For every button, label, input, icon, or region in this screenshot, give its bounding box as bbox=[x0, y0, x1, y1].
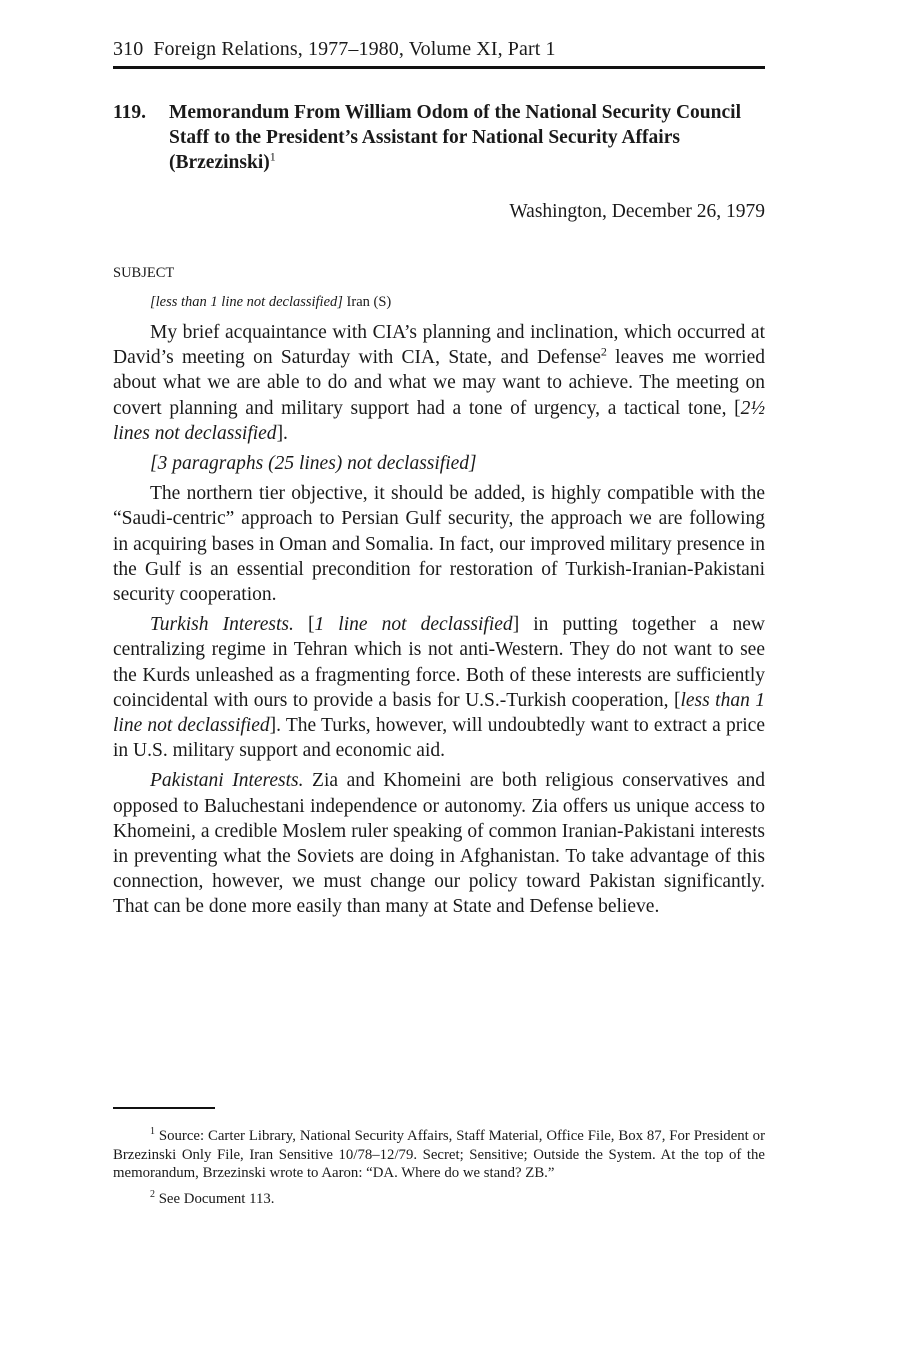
footnote-rule bbox=[113, 1107, 215, 1109]
dateline: Washington, December 26, 1979 bbox=[509, 201, 765, 222]
section-heading-turkish: Turkish Interests. bbox=[150, 614, 294, 636]
subject-label: SUBJECT bbox=[113, 265, 175, 281]
paragraph-4-text-b: ] in putting together a new centralizing regime in Tehran which is not anti-Western. They do not want to see the Kurds unleashed as a fragmenting force. Both of these interests are sufficiently coincidental with ours to provide a basis for U.S.-Turkish cooperation, [ bbox=[113, 614, 766, 711]
subject-line bbox=[113, 292, 765, 312]
footnote-marker: 1 bbox=[150, 1126, 155, 1138]
page bbox=[113, 34, 765, 925]
section-heading-pakistani: Pakistani Interests. bbox=[150, 770, 304, 792]
redaction-note: less than 1 line not declassified bbox=[113, 689, 766, 737]
footnote-text: Source: Carter Library, National Security Affairs, Staff Material, Office File, Box 87, For President or Brzezinski Only File, Iran Sensitive 10/78–12/79. Secret; Sensitive; Outside the System. At the top of the memorandum, Brzezinski wrote to Aaron: “DA. Where do we stand? ZB.” bbox=[113, 1128, 765, 1182]
paragraph-1 bbox=[113, 320, 765, 446]
paragraph-5 bbox=[113, 768, 765, 919]
running-head bbox=[113, 34, 765, 69]
paragraph-3: The northern tier objective, it should be added, is highly compatible with the “Saudi-centric” approach to Persian Gulf security, the approach we are following in acquiring bases in Oman and Somalia. In fact, our improved military presence in the Gulf is an essential precondition for restoration of Turkish-Iranian-Pakistani security cooperation. bbox=[113, 483, 765, 606]
redaction-note: 1 line not declassified bbox=[314, 614, 513, 636]
paragraph-1-text-a: My brief acquaintance with CIA’s planning and inclination, which occurred at David’s meeting on Saturday with CIA, State, and Defense bbox=[113, 322, 765, 369]
paragraph-5-text: Zia and Khomeini are both religious conservatives and opposed to Baluchestani independence or autonomy. Zia offers us unique access to Khomeini, a credible Moslem ruler speaking of common Iranian-Pakistani interests in preventing what the Soviets are doing in Afghanistan. To take advantage of this connection, however, we must change our policy toward Pakistan significantly. That can be done more easily than many at State and Defense believe. bbox=[113, 770, 765, 918]
document-title bbox=[169, 100, 765, 175]
paragraph-4-text-c: ]. The Turks, however, will undoubtedly want to extract a price in U.S. military support and economic aid. bbox=[113, 715, 765, 762]
document-heading bbox=[113, 100, 765, 175]
volume-title: Foreign Relations, 1977–1980, Volume XI, Part 1 bbox=[153, 38, 556, 60]
redaction-note: 2½ lines not declassified bbox=[113, 397, 765, 444]
footnote-2 bbox=[113, 1190, 765, 1209]
footnote-ref-2[interactable]: 2 bbox=[600, 344, 607, 359]
redaction-note: [3 paragraphs (25 lines) not declassified] bbox=[150, 453, 477, 475]
footnote-marker: 2 bbox=[150, 1188, 155, 1200]
paragraph-2 bbox=[113, 451, 765, 476]
document-number: 119. bbox=[113, 102, 147, 123]
memorandum-body bbox=[113, 320, 765, 920]
paragraph-1-text-c: ]. bbox=[276, 422, 288, 444]
footnote-text: See Document 113. bbox=[155, 1190, 275, 1207]
document-title-text: Memorandum From William Odom of the National Security Council Staff to the President’s Assistant for National Security Affairs (Brzezinski) bbox=[169, 102, 741, 173]
page-number: 310 bbox=[113, 38, 144, 60]
subject-redaction: [less than 1 line not declassified] bbox=[150, 294, 343, 310]
footnotes bbox=[113, 1107, 765, 1215]
paragraph-4-text-a: [ bbox=[293, 614, 315, 636]
paragraph-1-text-b: leaves me worried about what we are able to do and what we may want to achieve. The meeting on covert planning and military support had a tone of urgency, a tactical tone, [ bbox=[113, 347, 765, 419]
subject-text: Iran (S) bbox=[342, 294, 392, 310]
paragraph-4 bbox=[113, 612, 765, 763]
footnote-1 bbox=[113, 1127, 765, 1183]
footnote-ref-1[interactable]: 1 bbox=[269, 149, 276, 164]
